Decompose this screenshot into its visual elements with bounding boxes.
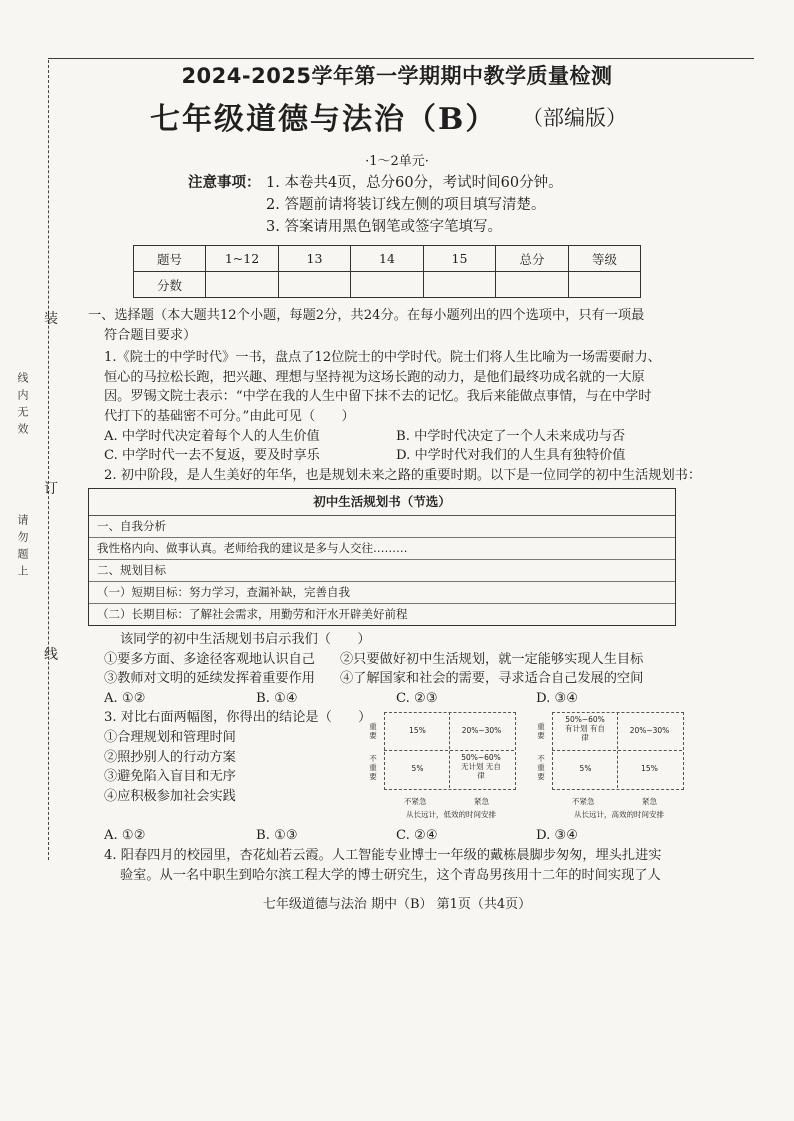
chart-cell: 50%~60% 有计划 有自律: [565, 715, 605, 743]
note-item: 2. 答题前请将装订线左侧的项目填写清楚。: [266, 197, 546, 213]
subject-row: [150, 94, 670, 137]
chart-cell: 20%~30%: [461, 726, 502, 736]
q2-statement: ③教师对文明的延续发挥着重要作用: [104, 671, 315, 687]
q1-line: 1.《院士的中学时代》一书，盘点了12位院士的中学时代。院士们将人生比喻为一场需要耐力、: [104, 350, 661, 366]
chart-y-label: 不重要: [537, 754, 545, 782]
chart-x-label: 不紧急: [404, 797, 427, 807]
score-header-cell: 14: [351, 246, 424, 272]
q3-option-a[interactable]: A. ①②: [104, 828, 146, 844]
top-border: [48, 58, 754, 59]
score-input-cell[interactable]: [279, 272, 351, 298]
q2-statement: ①要多方面、多途径客观地认识自己: [104, 651, 315, 667]
q3-option-c[interactable]: C. ②④: [396, 828, 438, 844]
q3-text: [88, 708, 372, 806]
time-matrix-chart-high: [534, 712, 684, 820]
plan-row: 我性格内向、做事认真。老师给我的建议是多与人交往………: [89, 538, 675, 560]
page-footer: 七年级道德与法治 期中（B） 第1页（共4页）: [262, 897, 532, 912]
section-title-cont: 符合题目要求）: [104, 327, 197, 343]
q2-option-b[interactable]: B. ①④: [256, 690, 298, 706]
question-3: [88, 708, 688, 826]
question-2: [88, 466, 702, 709]
q3-statement: ①合理规划和管理时间: [104, 729, 236, 745]
score-input-cell[interactable]: [424, 272, 496, 298]
q1-line: 代打下的基础密不可分。”由此可见（ ）: [104, 408, 355, 424]
chart-grid-divider: [617, 712, 618, 788]
q1-option-a[interactable]: A. 中学时代决定着每个人的人生价值: [104, 428, 320, 444]
q2-intro: 2. 初中阶段，是人生美好的年华，也是规划未来之路的重要时期。以下是一位同学的初中生活规划书：: [104, 467, 702, 483]
chart-y-label: 重要: [537, 722, 545, 741]
q2-statement: ②只要做好初中生活规划，就一定能够实现人生目标: [340, 651, 644, 667]
unit-scope: ·1～2单元·: [365, 154, 429, 169]
q4-line: 验室。从一名中职生到哈尔滨工程大学的博士研究生，这个青岛男孩用十二年的时间实现了人: [120, 867, 661, 883]
chart-x-label: 不紧急: [572, 797, 595, 807]
q1-option-c[interactable]: C. 中学时代一去不复返，要及时享乐: [104, 448, 320, 464]
score-header-cell: 题号: [134, 246, 206, 272]
question-1: [88, 348, 688, 466]
q3-option-b[interactable]: B. ①③: [256, 828, 298, 844]
chart-grid-divider: [449, 712, 450, 788]
score-row-label: 分数: [134, 272, 206, 298]
edition-label: （部编版）: [522, 106, 627, 130]
chart-caption: 从长远计，高效的时间安排: [574, 810, 664, 820]
binding-char-ding: 订: [44, 481, 58, 497]
notes-label: 注意事项：: [188, 174, 261, 191]
plan-row: 一、自我分析: [89, 516, 675, 538]
chart-cell: 5%: [411, 764, 424, 774]
q1-line: 恒心的马拉松长跑，把兴趣、理想与坚持视为这场长跑的动力，是他们最终功成名就的一大原: [104, 369, 645, 385]
q2-statements-row: [88, 669, 688, 689]
chart-y-label: 重要: [369, 722, 377, 741]
time-matrix-chart-low: [366, 712, 516, 820]
section-title: 一、选择题（本大题共12个小题，每题2分，共24分。在每小题列出的四个选项中，只有一项最: [88, 308, 645, 323]
binding-char-xian: 线: [44, 647, 58, 663]
chart-cell: 50%~60% 无计划 无自律: [461, 753, 501, 781]
q2-option-d[interactable]: D. ③④: [536, 690, 579, 706]
q1-line: 因。罗锡文院士表示：“中学在我的人生中留下抹不去的记忆。我后来能做点事情，与在中学时: [104, 389, 652, 405]
binding-note-bottom: 请勿题上: [16, 514, 29, 582]
q3-question: 3. 对比右面两幅图，你得出的结论是（ ）: [104, 710, 372, 726]
subject-title: 七年级道德与法治（B）: [150, 102, 498, 137]
score-table-header-row: [134, 246, 641, 272]
chart-caption: 从长远计，低效的时间安排: [406, 810, 496, 820]
q1-option-d[interactable]: D. 中学时代对我们的人生具有独特价值: [396, 448, 626, 464]
chart-y-label: 不重要: [369, 754, 377, 782]
plan-row: （一）短期目标：努力学习，查漏补缺，完善自我: [89, 582, 675, 604]
q2-statements-row: [88, 650, 688, 670]
note-item: 1. 本卷共4页，总分60分，考试时间60分钟。: [266, 175, 563, 191]
plan-row: （二）长期目标：了解社会需求，用勤劳和汗水开辟美好前程: [97, 606, 408, 621]
chart-x-label: 紧急: [642, 797, 657, 807]
plan-title: 初中生活规划书（节选）: [89, 489, 675, 516]
score-header-cell: 15: [424, 246, 496, 272]
score-header-cell: 总分: [496, 246, 569, 272]
q3-option-d[interactable]: D. ③④: [536, 828, 579, 844]
q2-option-c[interactable]: C. ②③: [396, 690, 438, 706]
q2-question: 该同学的初中生活规划书启示我们（ ）: [120, 631, 371, 647]
q4-line: 4. 阳春四月的校园里，杏花灿若云霞。人工智能专业博士一年级的戴栋晨脚步匆匆，埋头扎进实: [104, 847, 662, 863]
q2-statement: ④了解国家和社会的需要，寻求适合自己发展的空间: [340, 671, 644, 687]
chart-cell: 20%~30%: [629, 726, 670, 736]
score-input-cell[interactable]: [206, 272, 279, 298]
q3-statement: ④应积极参加社会实践: [104, 788, 236, 804]
question-4: [88, 846, 688, 885]
plan-box: [88, 488, 676, 626]
question-content: [88, 306, 702, 885]
plan-row: 二、规划目标: [89, 560, 675, 582]
q3-statement: ②照抄别人的行动方案: [104, 749, 236, 765]
exam-title: 2024-2025学年第一学期期中教学质量检测: [181, 64, 613, 88]
q3-options-row: [88, 826, 688, 846]
score-header-cell: 等级: [569, 246, 641, 272]
binding-note-top: 线内无效: [16, 372, 29, 440]
chart-cell: 5%: [579, 764, 592, 774]
score-table-value-row: [134, 272, 641, 298]
chart-cell: 15%: [641, 764, 658, 774]
q3-statement: ③避免陷入盲目和无序: [104, 769, 236, 785]
score-input-cell[interactable]: [351, 272, 424, 298]
score-table: [133, 245, 641, 298]
chart-x-label: 紧急: [474, 797, 489, 807]
q2-options-row: [88, 689, 688, 709]
q2-option-a[interactable]: A. ①②: [104, 690, 146, 706]
binding-line: [48, 60, 49, 860]
q1-options-row: [88, 446, 688, 466]
chart-cell: 15%: [409, 726, 426, 736]
binding-char-zhuang: 装: [44, 311, 58, 327]
q1-option-b[interactable]: B. 中学时代决定了一个人未来成功与否: [396, 428, 626, 444]
note-item: 3. 答案请用黑色钢笔或签字笔填写。: [266, 219, 502, 235]
score-input-cell[interactable]: [496, 272, 569, 298]
score-header-cell: 13: [279, 246, 351, 272]
q1-options-row: [88, 427, 688, 447]
score-header-cell: 1~12: [206, 246, 279, 272]
score-input-cell[interactable]: [569, 272, 641, 298]
